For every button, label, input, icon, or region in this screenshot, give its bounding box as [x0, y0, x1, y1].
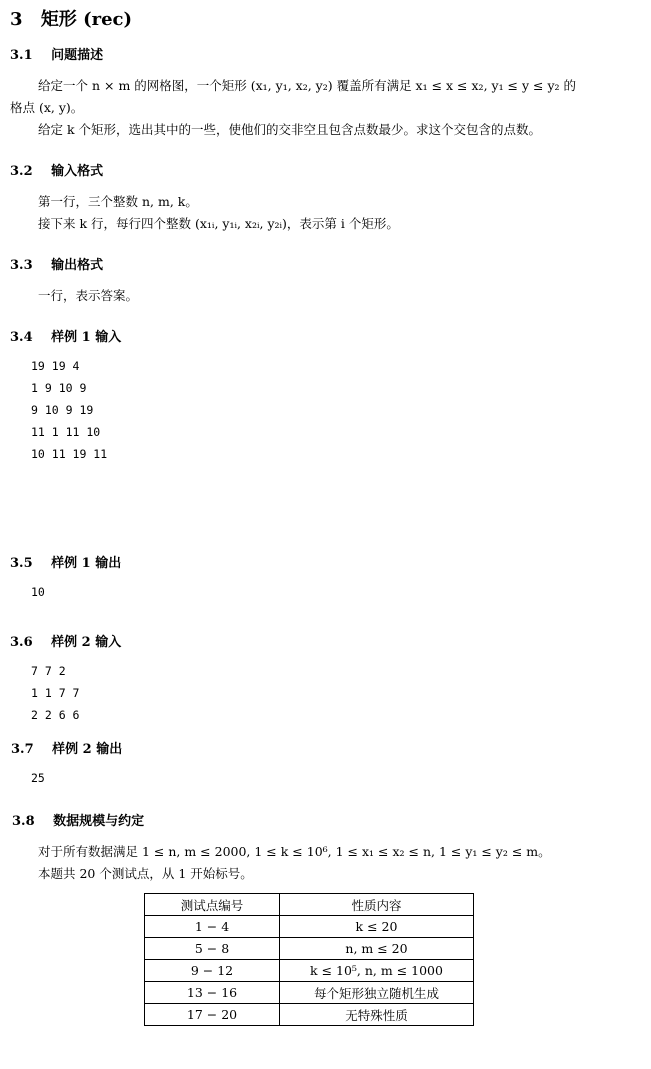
- heading-constraints: [12, 810, 144, 829]
- heading-number: 3.4: [10, 330, 33, 345]
- table-cell: 13 − 16: [145, 982, 280, 1004]
- table-cell: 无特殊性质: [280, 1004, 474, 1026]
- section-title: [10, 5, 132, 31]
- table-cell: n, m ≤ 20: [280, 938, 474, 960]
- heading-problem-description: [10, 44, 103, 63]
- heading-number: 3.2: [10, 164, 33, 179]
- heading-text: 样例 1 输出: [51, 556, 122, 571]
- constraints-line-1: 对于所有数据满足 1 ≤ n, m ≤ 2000, 1 ≤ k ≤ 10⁶, 1 ≤ x₁ ≤ x₂ ≤ n, 1 ≤ y₁ ≤ y₂ ≤ m。: [38, 844, 551, 859]
- sample1-input-line: 11 1 11 10: [31, 425, 101, 439]
- sample2-input-line: 1 1 7 7: [31, 686, 80, 700]
- sample1-input-line: 19 19 4: [31, 359, 80, 373]
- table-header-row: [145, 894, 474, 916]
- table-cell: k ≤ 20: [280, 916, 474, 938]
- table-cell: 5 − 8: [145, 938, 280, 960]
- heading-text: 问题描述: [51, 48, 104, 63]
- heading-number: 3.7: [11, 742, 34, 757]
- heading-number: 3.5: [10, 556, 33, 571]
- heading-number: 3.8: [12, 814, 35, 829]
- output-line-1: 一行，表示答案。: [38, 288, 139, 303]
- sample2-input-line: 7 7 2: [31, 664, 66, 678]
- heading-text: 样例 2 输出: [52, 742, 123, 757]
- table-cell: k ≤ 10⁵, n, m ≤ 1000: [280, 960, 474, 982]
- heading-sample2-output: [11, 738, 122, 757]
- heading-text: 样例 1 输入: [51, 330, 122, 345]
- sample2-output-line: 25: [31, 771, 45, 785]
- table-row: [145, 916, 474, 938]
- problem-line-2: 格点 (x, y)。: [10, 100, 84, 115]
- heading-sample2-input: [10, 631, 121, 650]
- heading-text: 输出格式: [51, 258, 104, 273]
- section-title-text: 矩形 (rec): [40, 9, 133, 30]
- heading-number: 3.3: [10, 258, 33, 273]
- sample2-input-line: 2 2 6 6: [31, 708, 80, 722]
- table-cell: 17 − 20: [145, 1004, 280, 1026]
- heading-text: 数据规模与约定: [53, 814, 145, 829]
- table-cell: 每个矩形独立随机生成: [280, 982, 474, 1004]
- table-header-cell: 性质内容: [280, 894, 474, 916]
- table-row: [145, 982, 474, 1004]
- sample1-input-line: 10 11 19 11: [31, 447, 108, 461]
- heading-sample1-input: [10, 326, 121, 345]
- heading-number: 3.1: [10, 48, 33, 63]
- heading-number: 3.6: [10, 635, 33, 650]
- heading-text: 输入格式: [51, 164, 104, 179]
- testcase-table: [144, 893, 474, 1026]
- section-number: 3: [10, 9, 23, 30]
- table-row: [145, 938, 474, 960]
- heading-sample1-output: [10, 552, 121, 571]
- table-header-cell: 测试点编号: [145, 894, 280, 916]
- input-line-2: 接下来 k 行，每行四个整数 (x₁ᵢ, y₁ᵢ, x₂ᵢ, y₂ᵢ)，表示第 i 个矩形。: [38, 216, 399, 231]
- sample1-input-line: 1 9 10 9: [31, 381, 87, 395]
- constraints-line-2: 本题共 20 个测试点，从 1 开始标号。: [38, 866, 253, 881]
- table-cell: 9 − 12: [145, 960, 280, 982]
- table-cell: 1 − 4: [145, 916, 280, 938]
- heading-output-format: [10, 254, 103, 273]
- heading-text: 样例 2 输入: [51, 635, 122, 650]
- table-row: [145, 1004, 474, 1026]
- problem-line-3: 给定 k 个矩形，选出其中的一些，使他们的交非空且包含点数最少。求这个交包含的点数。: [38, 122, 542, 137]
- problem-line-1: 给定一个 n × m 的网格图，一个矩形 (x₁, y₁, x₂, y₂) 覆盖所有满足 x₁ ≤ x ≤ x₂, y₁ ≤ y ≤ y₂ 的: [38, 78, 577, 93]
- table-row: [145, 960, 474, 982]
- heading-input-format: [10, 160, 103, 179]
- input-line-1: 第一行，三个整数 n, m, k。: [38, 194, 198, 209]
- sample1-output-line: 10: [31, 585, 45, 599]
- sample1-input-line: 9 10 9 19: [31, 403, 94, 417]
